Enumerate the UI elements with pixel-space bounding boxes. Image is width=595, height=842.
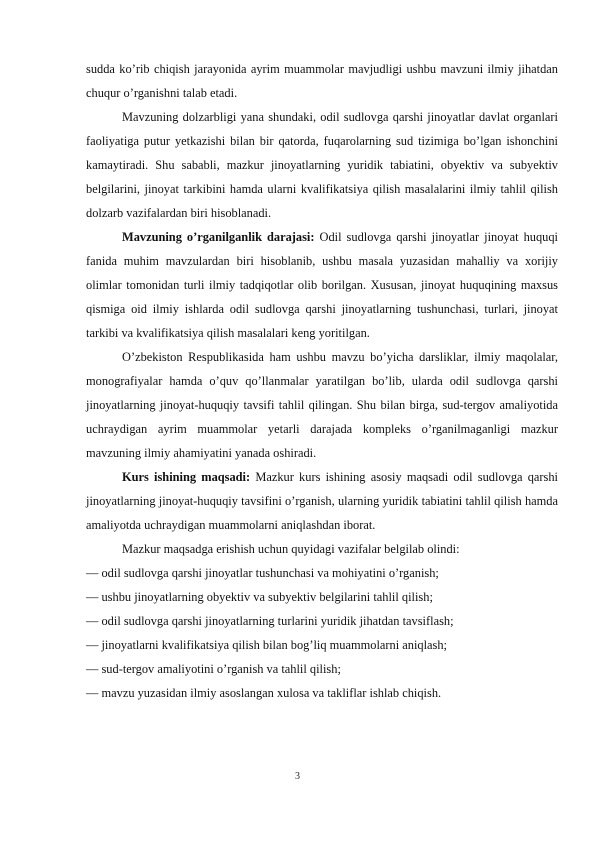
paragraph-course-goal	[86, 465, 558, 537]
course-goal-heading: Kurs ishining maqsadi:	[122, 470, 251, 484]
task-item: — jinoyatlarni kvalifikatsiya qilish bilan bog’liq muammolarni aniqlash;	[86, 638, 447, 652]
study-degree-text: Odil sudlovga qarshi jinoyatlar jinoyat huquqi fanida muhim mavzulardan biri hisoblanib, ushbu masala yuzasidan mahalliy va xorijiy olimlar tomonidan turli ilmiy tadqiqotlar olib borilgan. Xususan, jinoyat huquqining maxsus qismiga oid ilmiy ishlarda odil sudlovga qarshi jinoyatlarning tushunchasi, turlari, jinoyat tarkibi va kvalifikatsiya qilish masalalari keng yoritilgan.	[86, 230, 558, 340]
paragraph-study-degree	[86, 225, 558, 345]
paragraph-uzbekistan-literature: O’zbekiston Respublikasida ham ushbu mavzu bo’yicha darsliklar, ilmiy maqolalar, monografiyalar hamda o’quv qo’llanmalar yaratilgan bo’lib, ularda odil sudlovga qarshi jinoyatlarning jinoyat-huquqiy tavsifi tahlil qilingan. Shu bilan birga, sud-tergov amaliyotida uchraydigan ayrim muammolar yetarli darajada kompleks o’rganilmaganligi mazkur mavzuning ilmiy ahamiyatini yanada oshiradi.	[86, 350, 558, 460]
paragraph-intro-continuation: sudda ko’rib chiqish jarayonida ayrim muammolar mavjudligi ushbu mavzuni ilmiy jihatdan chuqur o’rganishni talab etadi.	[86, 62, 558, 100]
task-item: — odil sudlovga qarshi jinoyatlarning turlarini yuridik jihatdan tavsiflash;	[86, 614, 454, 628]
task-item: — mavzu yuzasidan ilmiy asoslangan xulosa va takliflar ishlab chiqish.	[86, 686, 442, 700]
course-goal-text: Mazkur kurs ishining asosiy maqsadi odil sudlovga qarshi jinoyatlarning jinoyat-huquqiy tavsifini o’rganish, ularning yuridik tabiatini tahlil qilish hamda amaliyotda uchraydigan muammolarni aniqlashdan iborat.	[86, 470, 559, 532]
page-number: 3	[295, 771, 300, 782]
task-item: — sud-tergov amaliyotini o’rganish va tahlil qilish;	[86, 662, 341, 676]
task-item: — ushbu jinoyatlarning obyektiv va subyektiv belgilarini tahlil qilish;	[86, 590, 433, 604]
task-item: — odil sudlovga qarshi jinoyatlar tushunchasi va mohiyatini o’rganish;	[86, 566, 439, 580]
paragraph-tasks-intro: Mazkur maqsadga erishish uchun quyidagi vazifalar belgilab olindi:	[122, 542, 460, 556]
page-body	[86, 57, 558, 705]
study-degree-heading: Mavzuning o’rganilganlik darajasi:	[122, 230, 315, 244]
paragraph-relevance: Mavzuning dolzarbligi yana shundaki, odil sudlovga qarshi jinoyatlar davlat organlari faoliyatiga putur yetkazishi bilan bir qatorda, fuqarolarning sud tizimiga bo’lgan ishonchini kamaytiradi. Shu sababli, mazkur jinoyatlarning yuridik tabiatini, obyektiv va subyektiv belgilarini, jinoyat tarkibini hamda ularni kvalifikatsiya qilish masalalarini ilmiy tahlil qilish dolzarb vazifalardan biri hisoblanadi.	[86, 110, 558, 220]
